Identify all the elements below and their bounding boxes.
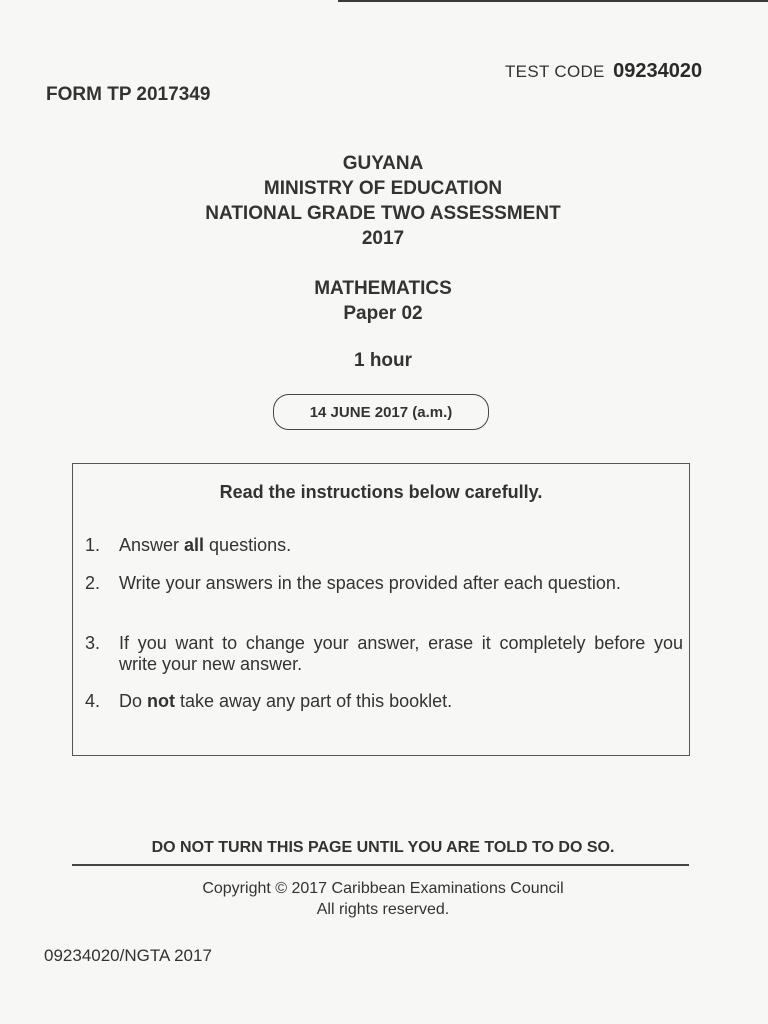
do-not-turn-warning: DO NOT TURN THIS PAGE UNTIL YOU ARE TOLD TO DO SO. [151,839,615,856]
instruction-item [85,691,683,712]
subject-name: MATHEMATICS [314,278,452,299]
rights-line: All rights reserved. [316,901,450,918]
instruction-number: 2. [85,573,101,593]
copyright-notice [0,878,766,920]
country-heading: GUYANA [342,153,424,174]
footer-booklet-code: 09234020/NGTA 2017 [44,946,212,965]
instruction-number: 3. [85,633,101,653]
subject-heading [0,276,766,326]
exam-date: 14 JUNE 2017 (a.m.) [309,403,453,421]
instruction-text: Write your answers in the spaces provided after each question. [119,573,621,593]
instruction-number: 1. [85,535,101,555]
copyright-line: Copyright © 2017 Caribbean Examinations Council [202,880,564,897]
instruction-text: If you want to change your answer, erase it completely before you write your new answer. [119,633,683,674]
warning-divider [72,864,689,866]
instruction-text [119,535,683,556]
paper-number: Paper 02 [343,303,423,324]
instruction-text [119,691,683,712]
instruction-text-part: Answer [119,535,185,555]
test-code-label: TEST CODE [505,62,605,81]
ministry-heading: MINISTRY OF EDUCATION [263,178,503,199]
instruction-emphasis: not [147,691,175,711]
year-heading: 2017 [361,228,405,249]
instruction-text-part: take away any part of this booklet. [175,691,453,711]
instruction-text-part: Do [119,691,148,711]
instruction-text-part: questions. [204,535,292,555]
instruction-item [85,535,683,556]
instruction-emphasis: all [184,535,205,555]
test-code [505,60,702,83]
instructions-box [72,463,690,756]
instructions-title: Read the instructions below carefully. [219,482,543,502]
scan-edge-line [338,0,768,2]
instruction-number: 4. [85,691,101,711]
form-number: FORM TP 2017349 [46,84,211,105]
instruction-item [85,633,683,675]
test-code-value: 09234020 [613,60,703,82]
exam-date-badge [273,394,489,430]
exam-heading [0,151,766,251]
assessment-heading: NATIONAL GRADE TWO ASSESSMENT [205,203,561,224]
exam-duration: 1 hour [353,350,413,371]
instruction-item [85,573,683,594]
